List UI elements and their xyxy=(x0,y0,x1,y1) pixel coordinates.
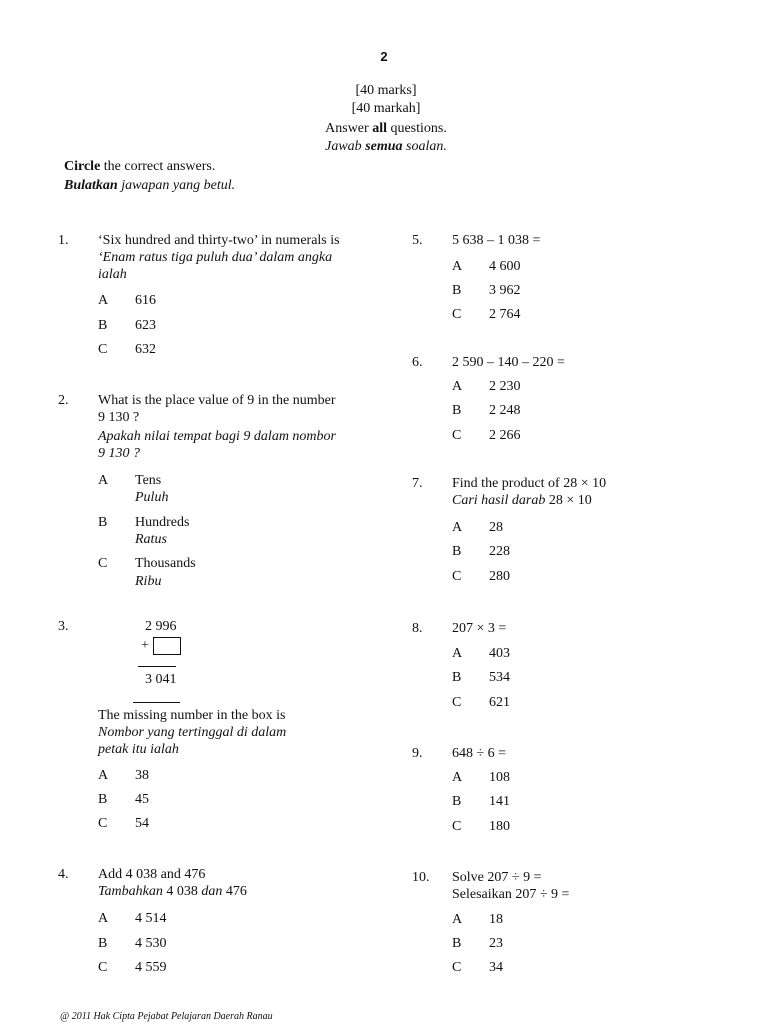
option-letter[interactable]: A xyxy=(452,520,463,535)
copyright-footer: @ 2011 Hak Cipta Pejabat Pelajaran Daerah Ranau xyxy=(60,1011,273,1022)
question-text-ms: ‘Enam ratus tiga puluh dua’ dalam angka xyxy=(98,250,333,265)
option-letter[interactable]: A xyxy=(452,770,463,785)
option-letter[interactable]: B xyxy=(452,794,462,809)
question-text-ms-2: 9 130 ? xyxy=(98,446,140,461)
option-subtext: Ribu xyxy=(135,574,162,589)
question-text-en-2: 9 130 ? xyxy=(98,410,140,425)
option-text[interactable]: 534 xyxy=(489,670,510,685)
option-letter[interactable]: B xyxy=(98,936,108,951)
option-text[interactable]: Thousands xyxy=(135,556,196,571)
option-letter[interactable]: B xyxy=(98,792,108,807)
option-text[interactable]: 3 962 xyxy=(489,283,521,298)
option-text[interactable]: 621 xyxy=(489,695,510,710)
option-text[interactable]: 34 xyxy=(489,960,503,975)
jawab-post: soalan. xyxy=(402,139,447,154)
option-text[interactable]: 54 xyxy=(135,816,149,831)
option-letter[interactable]: A xyxy=(452,646,463,661)
option-letter[interactable]: B xyxy=(452,544,462,559)
question-text-en: 5 638 – 1 038 = xyxy=(452,233,541,248)
question-text-en: What is the place value of 9 in the number xyxy=(98,393,336,408)
marks-en: [40 marks] xyxy=(355,83,417,98)
option-text[interactable]: 28 xyxy=(489,520,503,535)
option-letter[interactable]: C xyxy=(452,960,462,975)
option-text[interactable]: 623 xyxy=(135,318,156,333)
answer-all-instruction xyxy=(0,120,768,137)
ms-rest-2: 476 xyxy=(222,884,247,899)
option-letter[interactable]: A xyxy=(98,473,109,488)
addend-top: 2 996 xyxy=(145,619,177,634)
jawab-bold: semua xyxy=(365,139,403,154)
option-letter[interactable]: C xyxy=(98,816,108,831)
question-text-ms xyxy=(452,492,592,509)
bulatkan-bold: Bulatkan xyxy=(64,178,118,193)
question-text-ms: Selesaikan 207 ÷ 9 = xyxy=(452,887,570,902)
question-text-ms: Apakah nilai tempat bagi 9 dalam nombor xyxy=(98,429,336,444)
jawab-semua-instruction xyxy=(0,138,768,155)
question-number: 10. xyxy=(412,870,430,885)
ms-rest: 28 × 10 xyxy=(545,493,592,508)
question-number: 7. xyxy=(412,476,423,491)
plus-sign: + xyxy=(141,638,149,653)
question-text-ms: Nombor yang tertinggal di dalam xyxy=(98,725,287,740)
question-text-ms-2: ialah xyxy=(98,267,127,282)
option-letter[interactable]: A xyxy=(452,912,463,927)
option-letter[interactable]: A xyxy=(452,379,463,394)
option-letter[interactable]: C xyxy=(452,569,462,584)
option-text[interactable]: 108 xyxy=(489,770,510,785)
option-text[interactable]: Tens xyxy=(135,473,162,488)
question-number: 3. xyxy=(58,619,69,634)
question-number: 1. xyxy=(58,233,69,248)
question-text-en: The missing number in the box is xyxy=(98,708,286,723)
question-number: 6. xyxy=(412,355,423,370)
option-text[interactable]: 4 514 xyxy=(135,911,167,926)
option-letter[interactable]: C xyxy=(98,960,108,975)
option-letter[interactable]: A xyxy=(452,259,463,274)
option-text[interactable]: 180 xyxy=(489,819,510,834)
question-text-en: 2 590 – 140 – 220 = xyxy=(452,355,565,370)
option-text[interactable]: 4 559 xyxy=(135,960,167,975)
sum-result: 3 041 xyxy=(145,672,177,687)
option-letter[interactable]: C xyxy=(452,819,462,834)
option-letter[interactable]: B xyxy=(452,403,462,418)
ms-italic-2: dan xyxy=(201,884,223,899)
sum-underline xyxy=(133,702,180,703)
question-number: 4. xyxy=(58,867,69,882)
answer-bold: all xyxy=(372,121,387,136)
question-text-ms-2: petak itu ialah xyxy=(98,742,179,757)
option-subtext: Puluh xyxy=(135,490,169,505)
answer-post: questions. xyxy=(386,121,447,136)
circle-instruction xyxy=(64,158,215,175)
bulatkan-rest: jawapan yang betul. xyxy=(117,178,236,193)
question-text-en: ‘Six hundred and thirty-two’ in numerals is xyxy=(98,233,340,248)
question-text-en: 207 × 3 = xyxy=(452,621,507,636)
question-number: 8. xyxy=(412,621,423,636)
option-text[interactable]: 4 600 xyxy=(489,259,521,274)
jawab-pre: Jawab xyxy=(325,139,366,154)
option-text[interactable]: 280 xyxy=(489,569,510,584)
marks-ms: [40 markah] xyxy=(351,101,421,116)
question-number: 5. xyxy=(412,233,423,248)
bulatkan-instruction xyxy=(64,177,235,194)
option-text[interactable]: 23 xyxy=(489,936,503,951)
circle-rest: the correct answers. xyxy=(100,159,216,174)
option-text[interactable]: 228 xyxy=(489,544,510,559)
question-text-ms xyxy=(98,883,247,900)
option-letter[interactable]: C xyxy=(452,695,462,710)
option-letter[interactable]: C xyxy=(98,556,108,571)
option-letter[interactable]: A xyxy=(98,293,109,308)
ms-italic: Cari hasil darab xyxy=(452,493,546,508)
page-number: 2 xyxy=(380,49,388,64)
option-letter[interactable]: B xyxy=(98,515,108,530)
option-letter[interactable]: A xyxy=(98,911,109,926)
option-letter[interactable]: C xyxy=(98,342,108,357)
sum-line xyxy=(138,666,176,667)
option-text[interactable]: 4 530 xyxy=(135,936,167,951)
option-letter[interactable]: B xyxy=(452,283,462,298)
option-letter[interactable]: C xyxy=(452,307,462,322)
option-text[interactable]: 45 xyxy=(135,792,149,807)
question-text-en: Add 4 038 and 476 xyxy=(98,867,206,882)
ms-italic: Tambahkan xyxy=(98,884,163,899)
option-text[interactable]: 18 xyxy=(489,912,503,927)
option-letter[interactable]: C xyxy=(452,428,462,443)
option-subtext: Ratus xyxy=(135,532,167,547)
option-text[interactable]: 38 xyxy=(135,768,149,783)
option-letter[interactable]: A xyxy=(98,768,109,783)
question-text-en: Find the product of 28 × 10 xyxy=(452,476,607,491)
option-text[interactable]: 141 xyxy=(489,794,510,809)
answer-box[interactable] xyxy=(153,637,181,655)
option-letter[interactable]: B xyxy=(452,936,462,951)
question-number: 9. xyxy=(412,746,423,761)
question-number: 2. xyxy=(58,393,69,408)
option-text[interactable]: 2 266 xyxy=(489,428,521,443)
option-text[interactable]: 2 248 xyxy=(489,403,521,418)
answer-pre: Answer xyxy=(325,121,373,136)
ms-rest: 4 038 xyxy=(162,884,202,899)
option-letter[interactable]: B xyxy=(452,670,462,685)
circle-bold: Circle xyxy=(64,159,101,174)
option-text[interactable]: 2 230 xyxy=(489,379,521,394)
option-text[interactable]: 632 xyxy=(135,342,156,357)
option-text[interactable]: 403 xyxy=(489,646,510,661)
option-text[interactable]: 616 xyxy=(135,293,156,308)
option-text[interactable]: 2 764 xyxy=(489,307,521,322)
option-text[interactable]: Hundreds xyxy=(135,515,190,530)
option-letter[interactable]: B xyxy=(98,318,108,333)
question-text-en: Solve 207 ÷ 9 = xyxy=(452,870,542,885)
question-text-en: 648 ÷ 6 = xyxy=(452,746,507,761)
